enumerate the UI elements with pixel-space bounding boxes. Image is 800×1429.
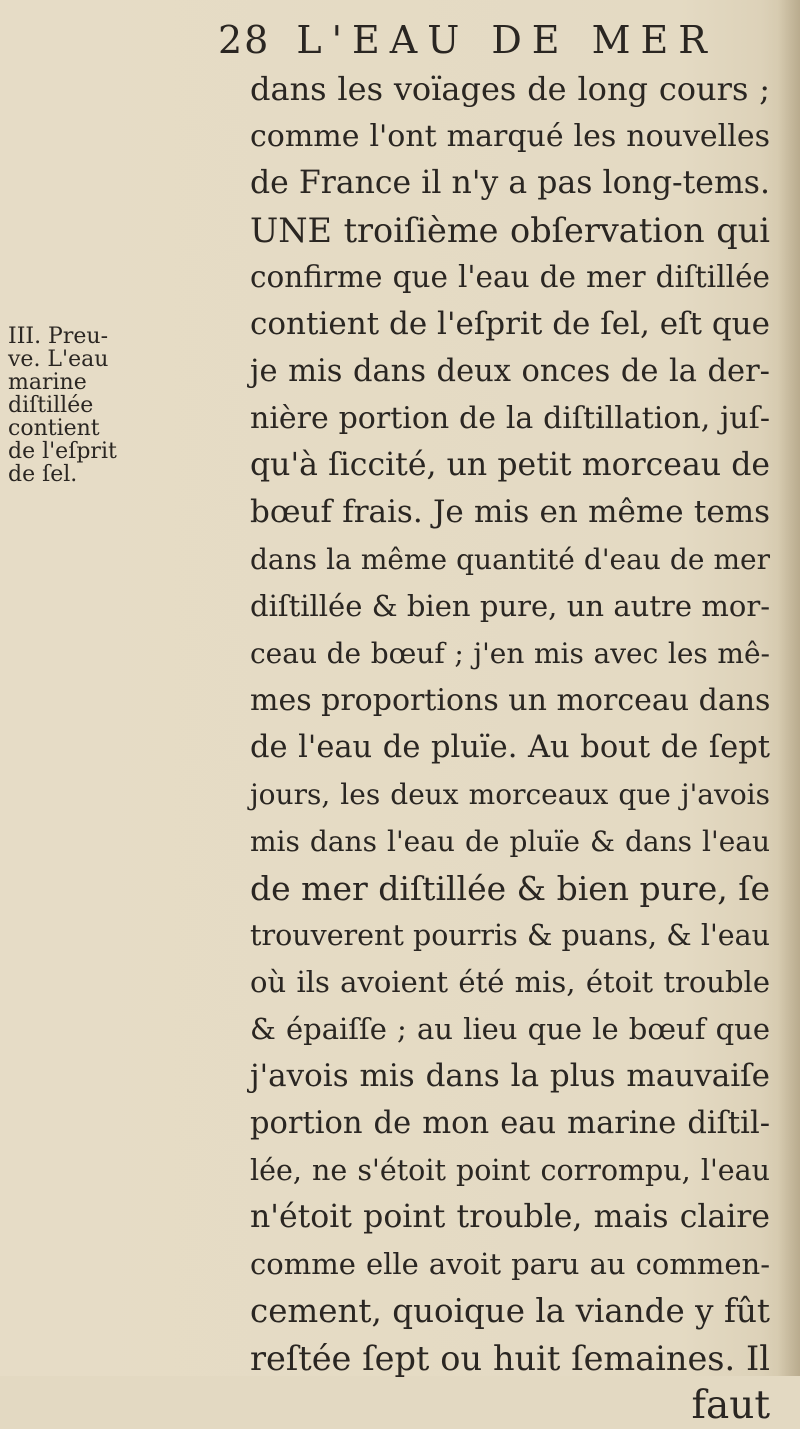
text-line: comme elle avoit paru au commen-: [250, 1247, 770, 1281]
text-line: nière portion de la diſtillation, juſ-: [250, 401, 770, 436]
text-line: reſtée ſept ou huit ſemaines. Il: [250, 1339, 770, 1378]
text-line: contient de l'eſprit de ſel, eſt que: [250, 306, 770, 342]
text-line: lée, ne s'étoit point corrompu, l'eau: [250, 1154, 770, 1187]
page-edge-shadow: [778, 0, 800, 1376]
margin-note-line: contient: [8, 416, 100, 441]
text-line: j'avois mis dans la plus mauvaiſe: [250, 1058, 770, 1094]
text-line: où ils avoient été mis, étoit trouble: [250, 965, 770, 999]
margin-note-line: de ſel.: [8, 462, 78, 487]
text-line: portion de mon eau marine diſtil-: [250, 1106, 770, 1141]
text-line: dans les voïages de long cours ;: [250, 70, 770, 108]
margin-note-line: III. Preu-: [8, 324, 108, 349]
page-number: 28: [218, 18, 271, 62]
catchword: faut: [691, 1383, 770, 1428]
margin-note-line: de l'eſprit: [8, 439, 117, 464]
running-head: [218, 18, 738, 62]
running-title: L'EAU DE MER: [296, 18, 717, 62]
text-line: comme l'ont marqué les nouvelles: [250, 119, 770, 154]
margin-note-line: marine: [8, 370, 87, 395]
text-line: bœuf frais. Je mis en même tems: [250, 494, 770, 530]
text-line: n'étoit point trouble, mais claire: [250, 1199, 770, 1235]
text-line: trouverent pourris & puans, & l'eau: [250, 919, 770, 952]
body-text: [250, 66, 770, 1429]
text-line: jours, les deux morceaux que j'avois: [250, 778, 770, 811]
margin-note: [8, 325, 238, 486]
text-line: qu'à ſiccité, un petit morceau de: [250, 447, 770, 483]
text-line: UNE troiſième obſervation qui: [250, 211, 770, 250]
text-line: mis dans l'eau de pluïe & dans l'eau: [250, 825, 770, 858]
margin-note-line: diſtillée: [8, 393, 94, 418]
text-line: de France il n'y a pas long-tems.: [250, 165, 770, 201]
text-line: je mis dans deux onces de la der-: [250, 354, 770, 389]
text-line: & épaiſſe ; au lieu que le bœuf que: [250, 1012, 770, 1046]
text-line: confirme que l'eau de mer diſtillée: [250, 260, 770, 294]
text-line: cement, quoique la viande y fût: [250, 1292, 770, 1330]
text-line: diſtillée & bien pure, un autre mor-: [250, 589, 770, 623]
text-line: de l'eau de pluïe. Au bout de ſept: [250, 730, 770, 765]
text-line: de mer diſtillée & bien pure, ſe: [250, 869, 770, 908]
text-line: ceau de bœuf ; j'en mis avec les mê-: [250, 637, 770, 670]
margin-note-line: ve. L'eau: [8, 347, 109, 372]
text-line: mes proportions un morceau dans: [250, 683, 771, 718]
text-line: dans la même quantité d'eau de mer: [250, 543, 770, 576]
